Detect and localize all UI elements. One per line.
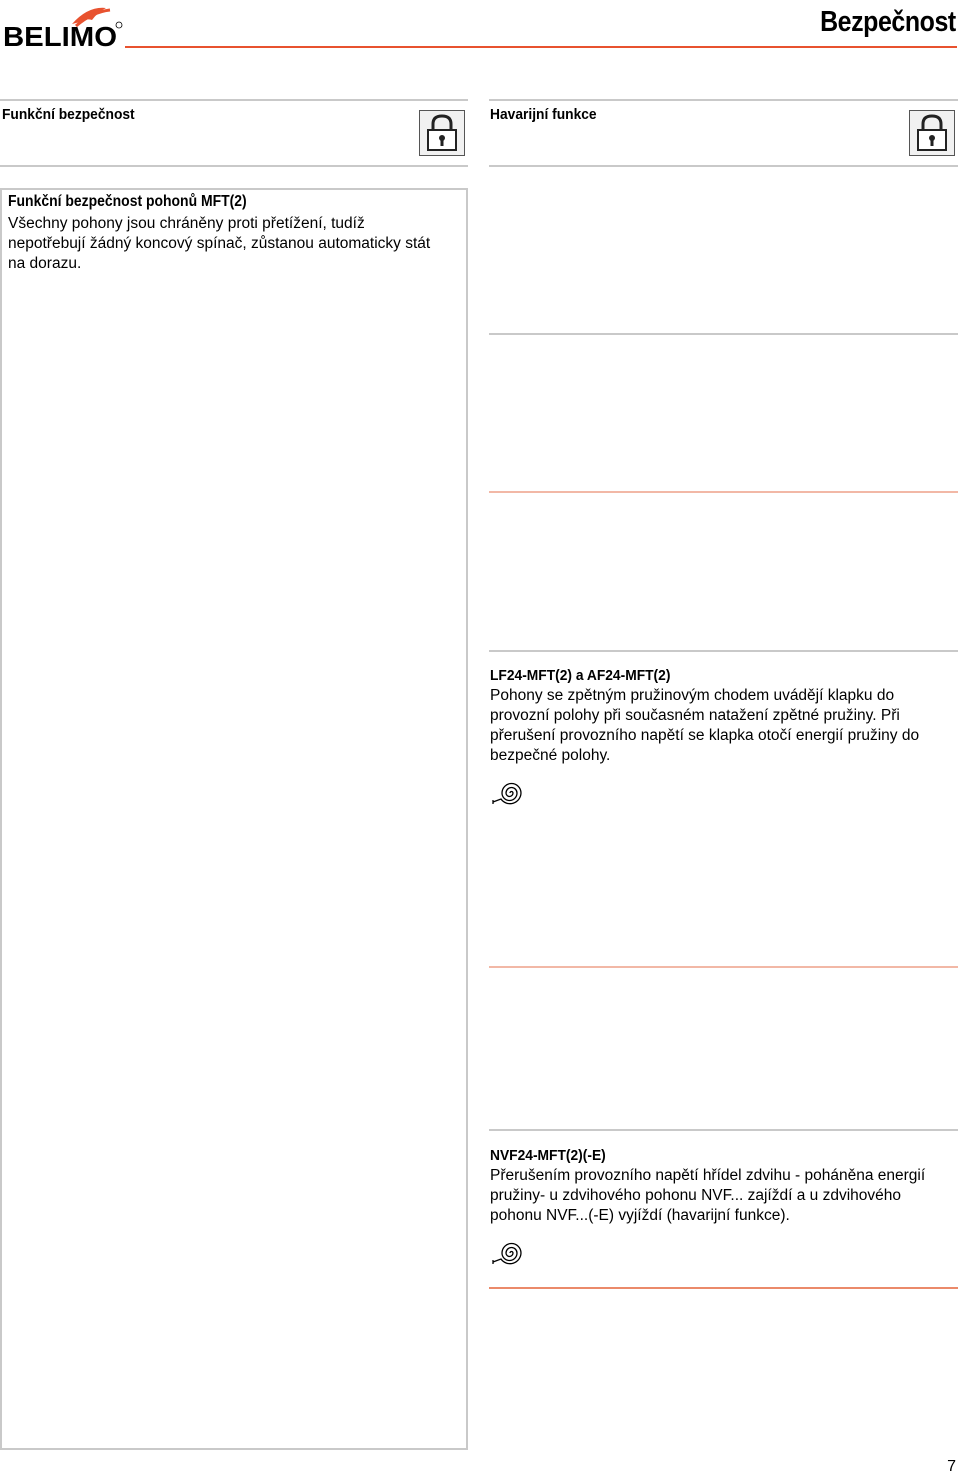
section-header-functional-safety bbox=[0, 99, 468, 167]
spring-icon bbox=[490, 778, 526, 810]
block-text: Pohony se zpětným pružinovým chodem uvádějí klapku do provozní polohy při současném natažení zpětné pružiny. Při přerušení provozního napětí se klapka otočí energií pružiny do bezpečné polohy. bbox=[490, 687, 920, 764]
functional-safety-heading: Funkční bezpečnost pohonů MFT(2) bbox=[8, 193, 247, 210]
logo-text: BELIMO bbox=[3, 21, 117, 48]
block-heading: NVF24-MFT(2)(-E) bbox=[490, 1147, 606, 1164]
fail-safe-block-lf-af bbox=[490, 666, 952, 810]
fail-safe-block-nvf bbox=[490, 1146, 952, 1270]
divider bbox=[489, 1287, 958, 1289]
page-number: 7 bbox=[947, 1458, 956, 1475]
padlock-icon bbox=[909, 110, 955, 156]
block-text: Přerušením provozního napětí hřídel zdvihu - poháněna energií pružiny- u zdvihového pohonu NVF... zajíždí a u zdvihového pohonu NVF...(-E) vyjíždí (havarijní funkce). bbox=[490, 1167, 926, 1224]
belimo-logo bbox=[2, 4, 124, 48]
header-divider bbox=[125, 46, 957, 48]
divider bbox=[489, 966, 958, 968]
functional-safety-panel bbox=[0, 188, 468, 1450]
section-header-fail-safe bbox=[489, 99, 958, 167]
divider bbox=[489, 333, 958, 335]
page-title: Bezpečnost bbox=[820, 6, 956, 38]
section-title: Funkční bezpečnost bbox=[2, 106, 135, 123]
divider bbox=[489, 650, 958, 652]
divider bbox=[489, 1129, 958, 1131]
section-title: Havarijní funkce bbox=[490, 106, 597, 123]
functional-safety-text: Všechny pohony jsou chráněny proti přetížení, tudíž nepotřebují žádný koncový spínač, zůstanou automaticky stát na dorazu. bbox=[8, 215, 431, 272]
padlock-icon bbox=[419, 110, 465, 156]
spring-icon bbox=[490, 1238, 526, 1270]
divider bbox=[489, 491, 958, 493]
block-heading: LF24-MFT(2) a AF24-MFT(2) bbox=[490, 667, 671, 684]
